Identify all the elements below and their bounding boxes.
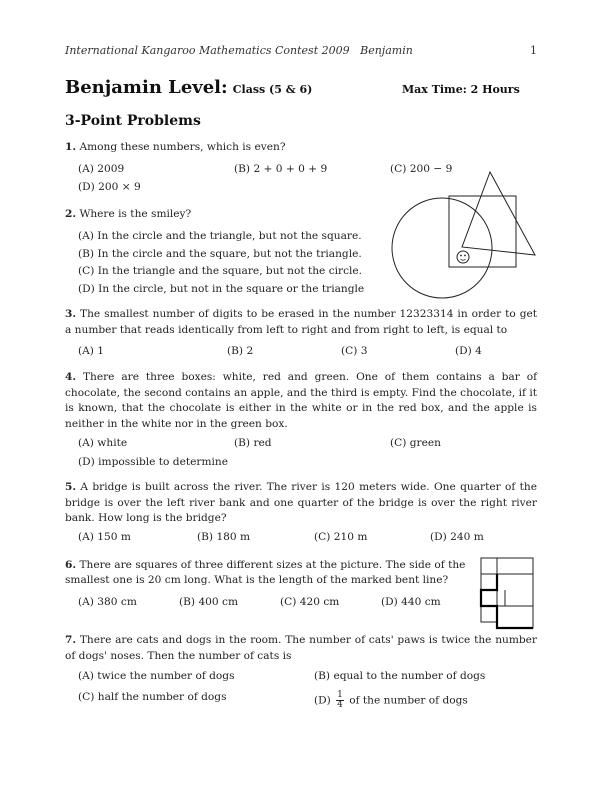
option-label: (C): [78, 265, 95, 277]
option-label: (A): [78, 163, 94, 175]
question-text: A bridge is built across the river. The river is 120 meters wide. One quarter of the bridge is over the left river bank and one quarter of the bridge is over the right river bank. How long is the bridge?: [65, 481, 537, 524]
option-text: 200 × 9: [98, 181, 141, 193]
q7-option-a[interactable]: [78, 670, 235, 682]
option-label: (C): [390, 437, 407, 449]
question-number: 2.: [65, 208, 77, 220]
option-text: 150 m: [97, 531, 131, 543]
marked-bent-line: [481, 574, 533, 628]
question-text: The smallest number of digits to be erased in the number 12323314 in order to get a number that reads identically from left to right and from right to left, is equal to: [65, 308, 538, 336]
question-text: Among these numbers, which is even?: [79, 141, 286, 153]
option-label: (D): [78, 283, 95, 295]
fraction: [336, 691, 344, 710]
max-time: Max Time: 2 Hours: [402, 83, 520, 96]
option-text: green: [409, 437, 441, 449]
section-heading: 3-Point Problems: [65, 113, 201, 129]
question-number: 7.: [65, 634, 77, 646]
option-label: (A): [78, 670, 94, 682]
option-text: In the triangle and the square, but not the circle.: [97, 265, 363, 277]
option-label: (B): [197, 531, 214, 543]
option-label: (D): [455, 345, 472, 357]
option-text: 440 cm: [401, 596, 441, 608]
figure-small-square: [481, 558, 497, 574]
option-label: (B): [78, 248, 95, 260]
option-text: 400 cm: [198, 596, 239, 608]
option-label: (D): [78, 181, 95, 193]
option-text: 380 cm: [97, 596, 137, 608]
option-text: white: [97, 437, 128, 449]
figure-large-square: [497, 574, 533, 628]
option-label: (A): [78, 345, 94, 357]
option-text: equal to the number of dogs: [333, 670, 486, 682]
figure-small-square: [481, 574, 497, 590]
option-text: 3: [360, 345, 368, 357]
option-label: (A): [78, 596, 94, 608]
question-number: 1.: [65, 141, 77, 153]
title-main: Benjamin Level:: [65, 77, 228, 98]
option-label: (C): [341, 345, 358, 357]
question-number: 3.: [65, 308, 77, 320]
question-text-line-1: There are squares of three different sizes at the picture. The side of the: [79, 559, 466, 571]
option-label: (D): [314, 694, 331, 707]
figure-medium-square: [497, 558, 533, 574]
option-text: 200 − 9: [409, 163, 453, 175]
question-6-line-2: smallest one is 20 cm long. What is the length of the marked bent line?: [65, 574, 449, 586]
q7-option-d[interactable]: [314, 691, 468, 710]
figure-small-square: [481, 590, 497, 606]
q7-option-b[interactable]: [314, 670, 485, 682]
fraction-denominator: 4: [337, 700, 343, 710]
question-number: 4.: [65, 371, 77, 383]
option-label: (B): [234, 163, 251, 175]
contest-name: International Kangaroo Mathematics Contest 2009: [65, 44, 350, 57]
q7-option-c[interactable]: [78, 691, 227, 703]
option-label: (A): [78, 230, 94, 242]
option-label: (B): [227, 345, 244, 357]
option-label: (D): [78, 456, 95, 468]
option-label: (C): [314, 531, 331, 543]
question-text: There are cats and dogs in the room. The number of cats' paws is twice the number of dogs' noses. Then the number of cats is: [65, 634, 537, 662]
option-text: 180 m: [216, 531, 251, 543]
option-text: half the number of dogs: [97, 691, 227, 703]
question-number: 6.: [65, 559, 77, 571]
option-text: 2 + 0 + 0 + 9: [253, 163, 328, 175]
option-text: In the circle and the triangle, but not the square.: [97, 230, 362, 242]
option-label: (A): [78, 531, 94, 543]
option-label: (C): [280, 596, 297, 608]
option-label: (C): [78, 691, 95, 703]
option-text: of the number of dogs: [349, 694, 468, 707]
title-class: Class (5 & 6): [232, 83, 313, 96]
option-label: (B): [314, 670, 331, 682]
option-text: 240 m: [450, 531, 484, 543]
option-label: (D): [430, 531, 447, 543]
option-text: 420 cm: [299, 596, 340, 608]
option-text: 2: [246, 345, 254, 357]
question-text: There are three boxes: white, red and green. One of them contains a bar of chocolate, the second contains an apple, and the third is empty. Find the chocolate, if it is known, that the chocolate is either in the white or in the red box, and the apple is neither in the white nor in the green box.: [65, 371, 537, 430]
option-text: red: [253, 437, 272, 449]
option-label: (A): [78, 437, 94, 449]
option-label: (D): [381, 596, 398, 608]
option-label: (C): [390, 163, 407, 175]
option-text: 210 m: [333, 531, 368, 543]
option-text: impossible to determine: [98, 456, 228, 468]
figure-small-square: [481, 606, 497, 622]
option-text: In the circle, but not in the square or the triangle: [98, 283, 365, 295]
question-number: 5.: [65, 481, 77, 493]
fraction-numerator: 1: [337, 690, 343, 700]
question-7: [65, 633, 537, 664]
option-text: 4: [475, 345, 482, 357]
option-text: 2009: [97, 163, 125, 175]
option-text: 1: [97, 345, 105, 357]
level-name: Benjamin: [360, 44, 413, 57]
option-label: (B): [179, 596, 196, 608]
option-text: twice the number of dogs: [97, 670, 235, 682]
question-text: Where is the smiley?: [79, 208, 192, 220]
option-label: (B): [234, 437, 251, 449]
page-number: 1: [530, 44, 537, 57]
option-text: In the circle and the square, but not the triangle.: [97, 248, 362, 260]
